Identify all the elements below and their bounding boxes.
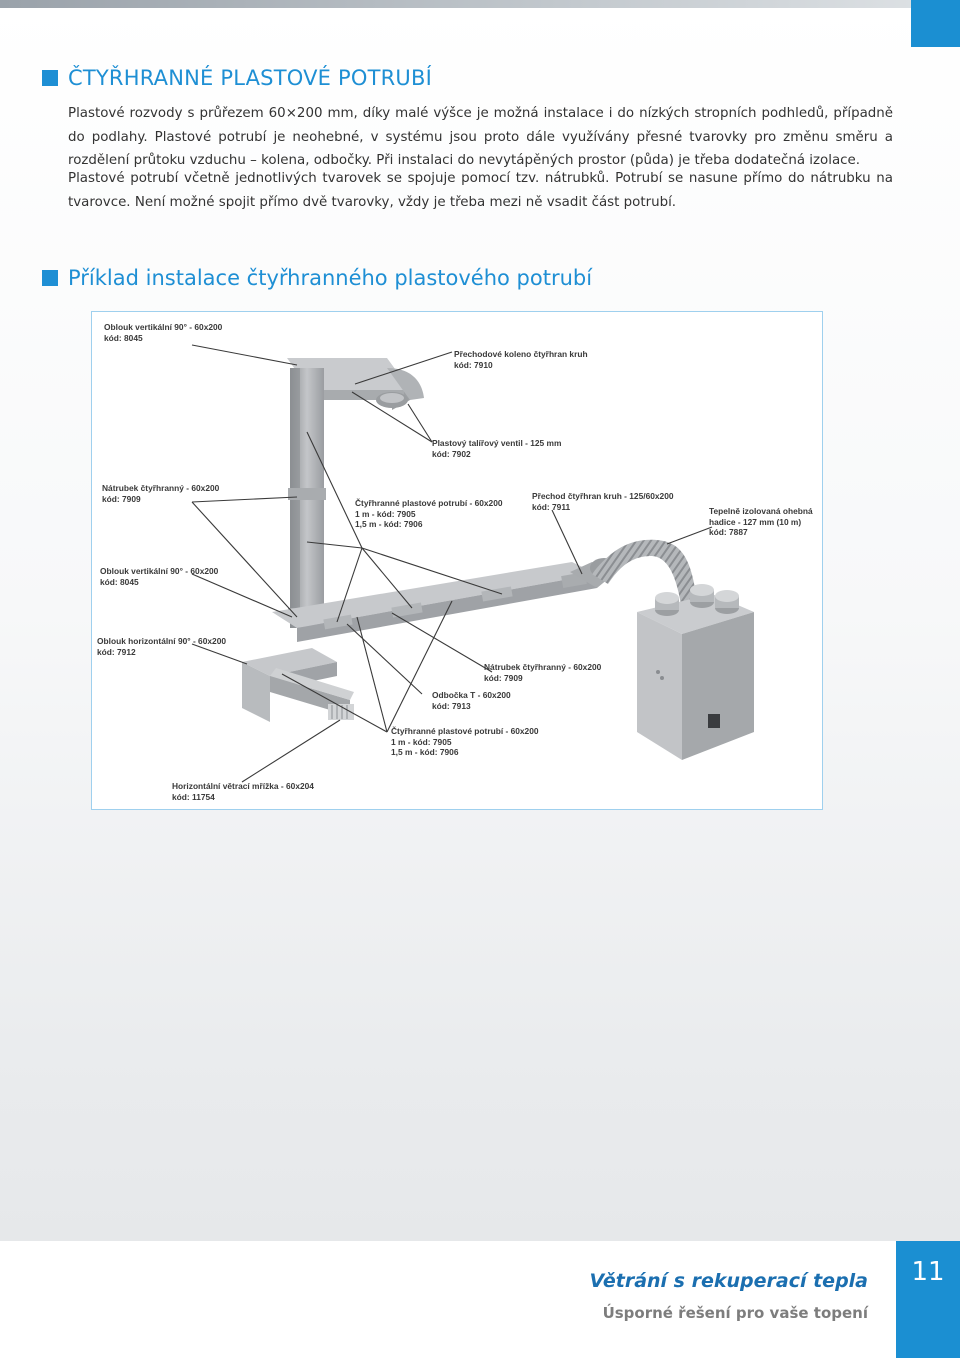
example-title: Příklad instalace čtyřhranného plastového potrubí bbox=[68, 266, 593, 290]
joining-paragraph: Plastové potrubí včetně jednotlivých tvarovek se spojuje pomocí tzv. nátrubků. Potrubí se nasune přímo do nátrubku na tvarovce. Není možné spojit přímo dvě tvarovky, vždy je třeba mezi ně vsadit část potrubí. bbox=[68, 171, 893, 210]
vertical-riser-duct bbox=[288, 368, 326, 628]
left-branch-duct bbox=[242, 648, 354, 722]
label-talirovy-ventil: Plastový talířový ventil - 125 mm kód: 7902 bbox=[432, 438, 562, 459]
section-title: ČTYŘHRANNÉ PLASTOVÉ POTRUBÍ bbox=[68, 66, 432, 90]
top-decorative-bar bbox=[0, 0, 960, 8]
label-oblouk-horiz: Oblouk horizontální 90° - 60x200 kód: 7912 bbox=[97, 636, 227, 657]
label-oblouk-vert-top: Oblouk vertikální 90° - 60x200 kód: 8045 bbox=[104, 322, 223, 343]
installation-diagram bbox=[91, 311, 823, 810]
footer-band bbox=[0, 1241, 960, 1358]
flexible-hose bbox=[592, 540, 697, 612]
square-bullet-icon bbox=[42, 70, 58, 86]
page-number-box bbox=[896, 1241, 960, 1358]
label-odbocka: Odbočka T - 60x200 kód: 7913 bbox=[432, 690, 511, 711]
square-bullet-icon bbox=[42, 270, 58, 286]
label-oblouk-vert-mid: Oblouk vertikální 90° - 60x200 kód: 8045 bbox=[100, 566, 219, 587]
label-hadice: Tepelně izolovaná ohebná hadice - 127 mm (10 m) kód: 7887 bbox=[709, 506, 813, 537]
footer-title: Větrání s rekuperací tepla bbox=[589, 1270, 868, 1292]
label-prechodove-koleno: Přechodové koleno čtyřhran kruh kód: 7910 bbox=[454, 349, 588, 370]
example-heading bbox=[42, 266, 592, 290]
label-potrubi-bottom: Čtyřhranné plastové potrubí - 60x200 1 m - kód: 7905 1,5 m - kód: 7906 bbox=[391, 726, 539, 757]
intro-paragraph: Plastové rozvody s průřezem 60×200 mm, díky malé výšce je možná instalace i do nízkých stropních podhledů, případně do podlahy. Plastové potrubí je neohebné, v systému jsou proto dále využívány přesné tvarovky pro změnu směru a rozdělení průtoku vzduchu – kolena, odbočky. Při instalaci do nevytápěných prostor (půda) je třeba dodatečná izolace. bbox=[68, 106, 893, 168]
label-prechod: Přechod čtyřhran kruh - 125/60x200 kód: 7911 bbox=[532, 491, 674, 512]
section-heading bbox=[42, 66, 432, 90]
recovery-unit bbox=[637, 584, 754, 760]
label-natrubek-top: Nátrubek čtyřhranný - 60x200 kód: 7909 bbox=[102, 483, 220, 504]
label-potrubi-top: Čtyřhranné plastové potrubí - 60x200 1 m - kód: 7905 1,5 m - kód: 7906 bbox=[355, 498, 503, 529]
footer-subtitle: Úsporné řešení pro vaše topení bbox=[602, 1304, 868, 1322]
corner-accent-square bbox=[911, 0, 960, 47]
label-mrizka: Horizontální větrací mřížka - 60x204 kód: 11754 bbox=[172, 781, 314, 802]
label-natrubek-bottom: Nátrubek čtyřhranný - 60x200 kód: 7909 bbox=[484, 662, 602, 683]
page-number: 11 bbox=[911, 1257, 945, 1287]
